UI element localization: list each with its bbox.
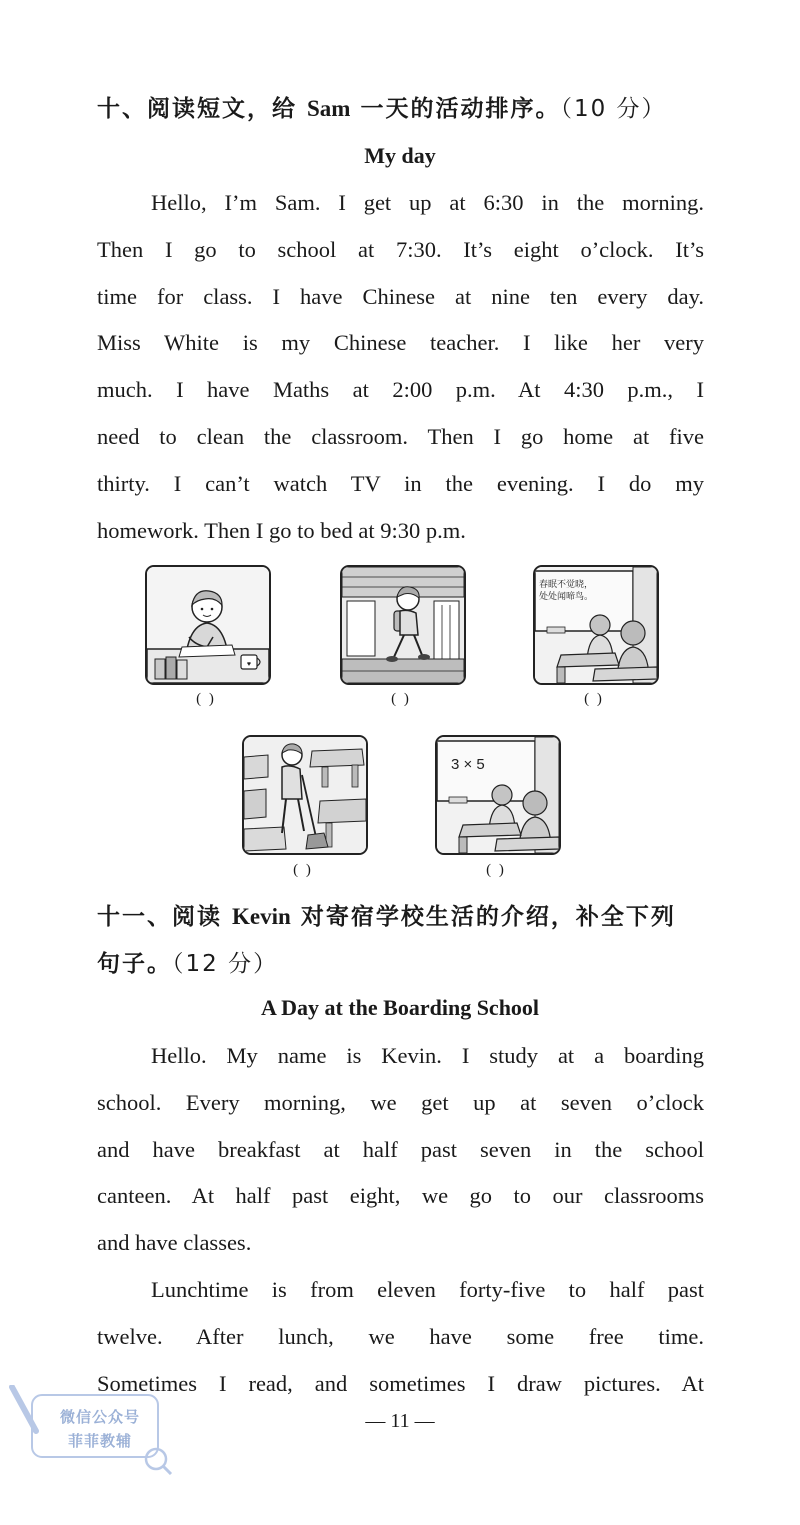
passage-line: time for class. I have Chinese at nine ten every day. [97, 283, 704, 309]
passage-line: Then I go to school at 7:30. It’s eight o’clock. It’s [97, 236, 704, 262]
passage-title-my-day: My day [364, 143, 436, 168]
passage-line: Hello. My name is Kevin. I study at a boarding [151, 1043, 704, 1068]
board-poem-line-1: 春眠不觉晓， [539, 580, 594, 590]
section-10-title-suffix: 一天的活动排序。 [360, 96, 561, 122]
passage-line: school. Every morning, we get up at seven o’clock [97, 1089, 704, 1115]
board-poem-line-2: 处处闻啼鸟。 [539, 592, 594, 602]
passage-line: Lunchtime is from eleven forty-five to half past [151, 1277, 704, 1302]
passage-line: and have breakfast at half past seven in the school [97, 1136, 704, 1162]
section-11-title [97, 893, 709, 988]
passage-boarding-school-p2 [97, 1267, 704, 1407]
section-10-title-prefix: 十、阅读短文，给 [97, 96, 297, 122]
picture-students-in-chinese-class [533, 565, 659, 685]
section-10-points: （10 分） [560, 96, 667, 122]
passage-line: canteen. At half past eight, we go to our classrooms [97, 1183, 704, 1209]
section-11-title-line2: 句子。 [97, 951, 172, 977]
picture-boy-doing-homework [145, 565, 271, 685]
section-11-title-name: Kevin [232, 904, 291, 929]
section-11-title-prefix: 十一、阅读 [97, 904, 222, 930]
watermark-line-1: 微信公众号 [59, 1408, 140, 1426]
section-10-title-name: Sam [307, 96, 351, 121]
passage-line: homework. Then I go to bed at 9:30 p.m. [97, 517, 466, 543]
passage-line: Sometimes I read, and sometimes I draw pictures. At [97, 1370, 704, 1396]
answer-blank-5[interactable]: ( ) [486, 862, 506, 878]
passage-line: thirty. I can’t watch TV in the evening. I do my [97, 470, 704, 496]
watermark-line-2: 菲菲教辅 [67, 1432, 132, 1450]
section-10-title [97, 85, 717, 133]
section-11-points: （12 分） [172, 951, 279, 977]
board-maths-text: 3 × 5 [451, 756, 485, 773]
picture-boy-walking-to-school [340, 565, 466, 685]
answer-blank-2[interactable]: ( ) [391, 691, 411, 707]
section-11-title-suffix: 对寄宿学校生活的介绍，补全下列 [300, 904, 676, 930]
passage-boarding-school-p1 [97, 1033, 704, 1267]
passage-my-day [97, 180, 704, 554]
passage-line: and have classes. [97, 1230, 252, 1256]
svg-text:♥: ♥ [246, 660, 252, 668]
answer-blank-1[interactable]: ( ) [196, 691, 216, 707]
passage-line: Hello, I’m Sam. I get up at 6:30 in the morning. [151, 190, 704, 215]
passage-line: much. I have Maths at 2:00 p.m. At 4:30 p.m., I [97, 377, 704, 403]
passage-line: need to clean the classroom. Then I go home at five [97, 423, 704, 449]
answer-blank-3[interactable]: ( ) [584, 691, 604, 707]
answer-blank-4[interactable]: ( ) [293, 862, 313, 878]
page-number: — 11 — [365, 1410, 435, 1432]
picture-students-in-maths-class [435, 735, 561, 855]
passage-line: twelve. After lunch, we have some free time. [97, 1323, 704, 1349]
passage-title-boarding-school: A Day at the Boarding School [260, 995, 540, 1020]
picture-boy-cleaning-classroom [242, 735, 368, 855]
passage-line: Miss White is my Chinese teacher. I like her very [97, 330, 704, 356]
